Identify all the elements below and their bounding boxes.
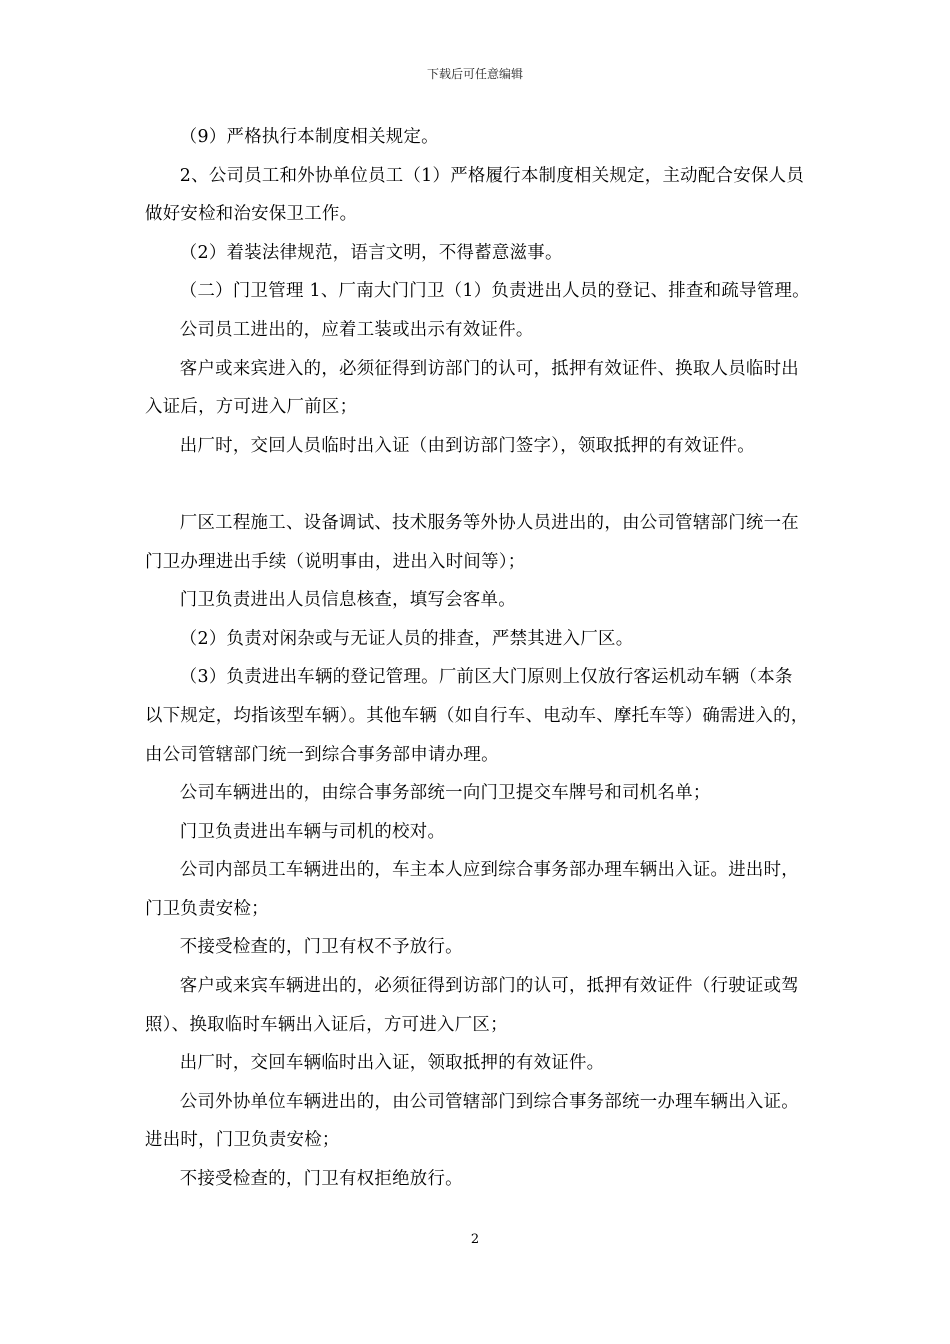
paragraph: 公司员工进出的，应着工装或出示有效证件。 (179, 319, 534, 340)
paragraph: 客户或来宾进入的，必须征得到访部门的认可，抵押有效证件、换取人员临时出入证后，方可进入厂前区； (145, 358, 799, 418)
paragraph: 公司内部员工车辆进出的，车主本人应到综合事务部办理车辆出入证。进出时，门卫负责安检； (145, 860, 799, 919)
paragraph: （2）着装法律规范，语言文明，不得蓄意滋事。 (179, 242, 563, 263)
paragraph: （3）负责进出车辆的登记管理。厂前区大门原则上仅放行客运机动车辆（本条以下规定，均指该型车辆）。其他车辆（如自行车、电动车、摩托车等）确需进入的，由公司管辖部门统一到综合事务部申请办理。 (145, 667, 809, 765)
paragraph: （二）门卫管理 1、厂南大门门卫（1）负责进出人员的登记、排查和疏导管理。 (179, 281, 810, 302)
paragraph: 公司车辆进出的，由综合事务部统一向门卫提交车牌号和司机名单； (179, 783, 711, 804)
paragraph: 不接受检查的，门卫有权不予放行。 (179, 937, 463, 958)
paragraph: （9）严格执行本制度相关规定。 (179, 127, 439, 147)
paragraph: 出厂时，交回人员临时出入证（由到访部门签字），领取抵押的有效证件。 (179, 435, 755, 456)
document-body (145, 118, 810, 1199)
paragraph: 门卫负责进出车辆与司机的校对。 (179, 821, 446, 842)
paragraph: 不接受检查的，门卫有权拒绝放行。 (179, 1169, 463, 1190)
paragraph: 2、公司员工和外协单位员工（1）严格履行本制度相关规定，主动配合安保人员做好安检和治安保卫工作。 (145, 165, 805, 225)
page-header: 下载后可任意编辑 (426, 67, 523, 81)
paragraph: 门卫负责进出人员信息核查，填写会客单。 (179, 590, 516, 611)
paragraph: 厂区工程施工、设备调试、技术服务等外协人员进出的，由公司管辖部门统一在门卫办理进出手续（说明事由，进出入时间等）； (145, 512, 799, 572)
paragraph: 出厂时，交回车辆临时出入证，领取抵押的有效证件。 (179, 1053, 605, 1074)
paragraph: 客户或来宾车辆进出的，必须征得到访部门的认可，抵押有效证件（行驶证或驾照）、换取临时车辆出入证后，方可进入厂区； (145, 976, 799, 1035)
paragraph: 公司外协单位车辆进出的，由公司管辖部门到综合事务部统一办理车辆出入证。进出时，门卫负责安检； (145, 1091, 799, 1151)
paragraph: （2）负责对闲杂或与无证人员的排查，严禁其进入厂区。 (179, 628, 634, 649)
page-number: 2 (470, 1232, 480, 1247)
